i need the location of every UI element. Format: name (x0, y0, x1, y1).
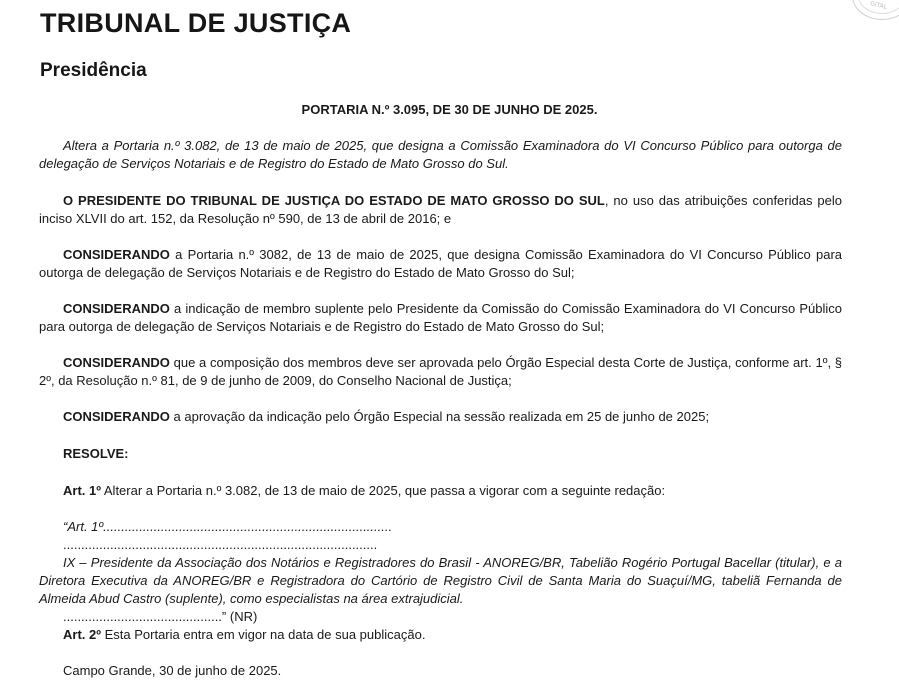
resolve-heading: RESOLVE: (63, 446, 129, 461)
article-2: Art. 2º Esta Portaria entra em vigor na data de sua publicação. (63, 627, 426, 642)
quote-line-2: ....................................................................................... (63, 537, 378, 552)
court-heading: TRIBUNAL DE JUSTIÇA (40, 8, 352, 38)
quote-line-1: “Art. 1º................................................................................ (63, 519, 393, 534)
considerando-3: CONSIDERANDO que a composição dos membros deve ser aprovada pelo Órgão Especial desta Corte de Justiça, conforme art. 1º, § 2º, da Resolução n.º 81, de 9 de junho de 2009, do Conselho Nacional de Justiça; (39, 355, 842, 388)
ementa: Altera a Portaria n.º 3.082, de 13 de maio de 2025, que designa a Comissão Examinadora do VI Concurso Público para outorga de delegação de Serviços Notariais e de Registro do Estado de Mato Grosso do Sul. (39, 138, 842, 171)
quote-end: ............................................” (NR) (63, 609, 258, 624)
considerando-1: CONSIDERANDO a Portaria n.º 3082, de 13 de maio de 2025, que designa Comissão Examinadora do VI Concurso Público para outorga de delegação de Serviços Notariais e de Registro do Estado de Mato Grosso do Sul; (39, 247, 842, 280)
considerando-2: CONSIDERANDO a indicação de membro suplente pelo Presidente da Comissão do Comissão Examinadora do VI Concurso Público para outorga de delegação de Serviços Notariais e de Registro do Estado de Mato Grosso do Sul; (39, 301, 842, 334)
seal-text: GITAL (869, 0, 888, 11)
ordinance-title: PORTARIA N.º 3.095, DE 30 DE JUNHO DE 2025. (301, 102, 598, 117)
closing-place-date: Campo Grande, 30 de junho de 2025. (63, 663, 282, 678)
preamble: O PRESIDENTE DO TRIBUNAL DE JUSTIÇA DO ESTADO DE MATO GROSSO DO SUL, no uso das atribuições conferidas pelo inciso XLVII do art. 152, da Resolução nº 590, de 13 de abril de 2016; e (39, 193, 842, 226)
inciso-ix: IX – Presidente da Associação dos Notários e Registradores do Brasil - ANOREG/BR, Tabelião Rogério Portugal Bacellar (titular), e a Diretora Executiva da ANOREG/BR e Registradora do Cartório de Registro Civil de Santa Maria do Suaçuí/MG, tabeliã Fernanda de Almeida Abud Castro (suplente), como especialistas na área extrajudicial. (39, 555, 842, 606)
section-heading: Presidência (40, 60, 147, 81)
article-1: Art. 1º Alterar a Portaria n.º 3.082, de 13 de maio de 2025, que passa a vigorar com a seguinte redação: (63, 483, 666, 498)
considerando-4: CONSIDERANDO a aprovação da indicação pelo Órgão Especial na sessão realizada em 25 de junho de 2025; (63, 409, 710, 424)
